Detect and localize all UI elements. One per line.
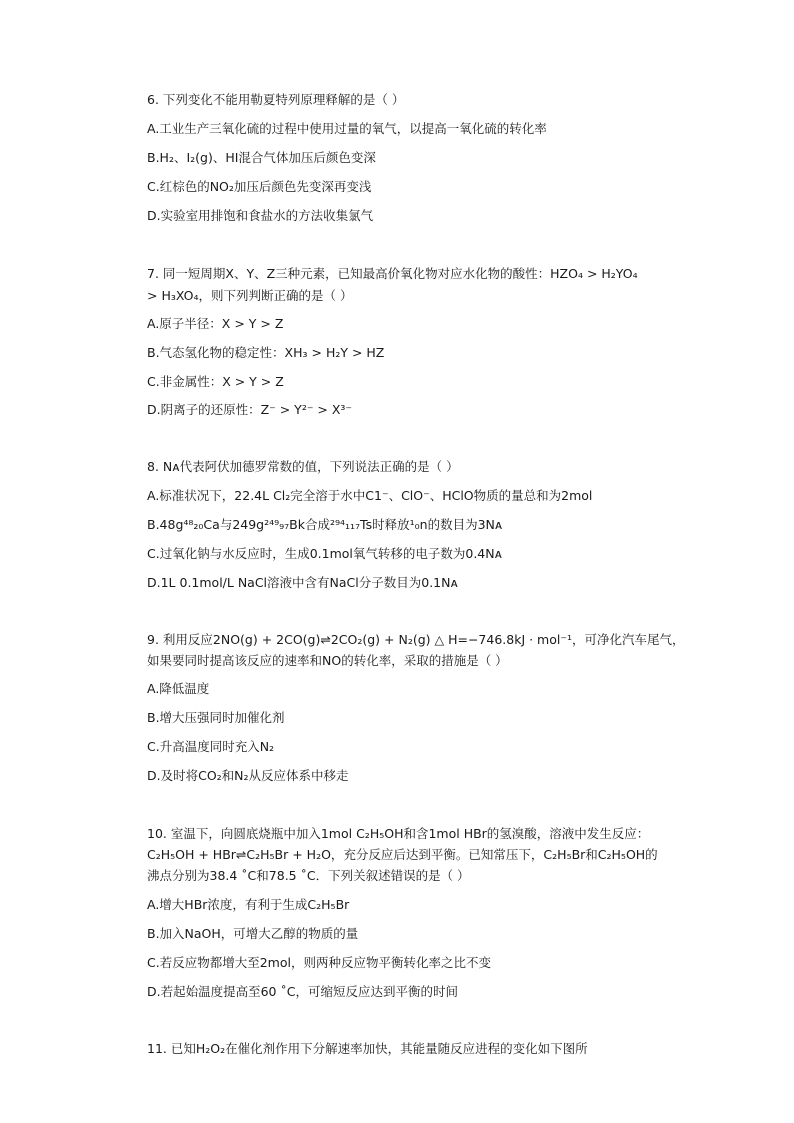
option-c: C.升高温度同时充入N₂ [147, 739, 275, 754]
option-c: C.若反应物都增大至2mol，则两种反应物平衡转化率之比不变 [147, 955, 491, 970]
option-a: A.降低温度 [147, 681, 210, 696]
option-d: D.阴离子的还原性：Z⁻ > Y²⁻ > X³⁻ [147, 402, 353, 417]
option-a: A.原子半径：X > Y > Z [147, 316, 284, 331]
question-stem: 11. 已知H₂O₂在催化剂作用下分解速率加快，其能量随反应进程的变化如下图所 [147, 1041, 588, 1056]
option-b: B.增大压强同时加催化剂 [147, 710, 285, 725]
question-stem: 8. Nᴀ代表阿伏加德罗常数的值，下列说法正确的是（ ） [147, 459, 459, 474]
option-a: A.增大HBr浓度，有利于生成C₂H₅Br [147, 897, 350, 912]
option-c: C.非金属性：X > Y > Z [147, 374, 284, 389]
option-b: B.H₂、I₂(g)、HI混合气体加压后颜色变深 [147, 150, 376, 165]
question-stem-continued: 沸点分别为38.4 ˚C和78.5 ˚C．下列关叙述错误的是（ ） [147, 868, 470, 883]
question-stem: 7. 同一短周期X、Y、Z三种元素，已知最高价氧化物对应水化物的酸性：HZO₄ > H₂YO₄ [147, 266, 638, 281]
question-stem-continued: > H₃XO₄，则下列判断正确的是（ ） [147, 288, 353, 303]
option-d: D.及时将CO₂和N₂从反应体系中移走 [147, 768, 349, 783]
option-a: A.工业生产三氧化硫的过程中使用过量的氧气，以提高一氧化硫的转化率 [147, 121, 547, 136]
question-stem-continued: 如果要同时提高该反应的速率和NO的转化率，采取的措施是（ ） [147, 653, 508, 668]
option-b: B.48g⁴⁸₂₀Ca与249g²⁴⁹₉₇Bk合成²⁹⁴₁₁₇Ts时释放¹₀n的数目为3Nᴀ [147, 517, 503, 532]
option-d: D.1L 0.1mol/L NaCl溶液中含有NaCl分子数目为0.1Nᴀ [147, 575, 458, 590]
question-stem-continued: C₂H₅OH + HBr⇌C₂H₅Br + H₂O，充分反应后达到平衡。已知常压下，C₂H₅Br和C₂H₅OH的 [147, 847, 658, 862]
option-c: C.红棕色的NO₂加压后颜色先变深再变浅 [147, 179, 372, 194]
option-b: B.加入NaOH，可增大乙醇的物质的量 [147, 926, 359, 941]
option-a: A.标准状况下，22.4L Cl₂完全溶于水中C1⁻、ClO⁻、HClO物质的量总和为2mol [147, 488, 593, 503]
question-stem: 10. 室温下，向圆底烧瓶中加入1mol C₂H₅OH和含1mol HBr的氢溴酸，溶液中发生反应： [147, 826, 650, 841]
option-b: B.气态氢化物的稳定性：XH₃ > H₂Y > HZ [147, 345, 385, 360]
option-d: D.实验室用排饱和食盐水的方法收集氯气 [147, 208, 374, 223]
question-stem: 6. 下列变化不能用勒夏特列原理释解的是（ ） [147, 92, 405, 107]
option-c: C.过氧化钠与水反应时，生成0.1mol氧气转移的电子数为0.4Nᴀ [147, 546, 503, 561]
option-d: D.若起始温度提高至60 ˚C，可缩短反应达到平衡的时间 [147, 984, 458, 999]
question-stem: 9. 利用反应2NO(g) + 2CO(g)⇌2CO₂(g) + N₂(g) △ H=−746.8kJ · mol⁻¹，可净化汽车尾气， [147, 632, 685, 647]
